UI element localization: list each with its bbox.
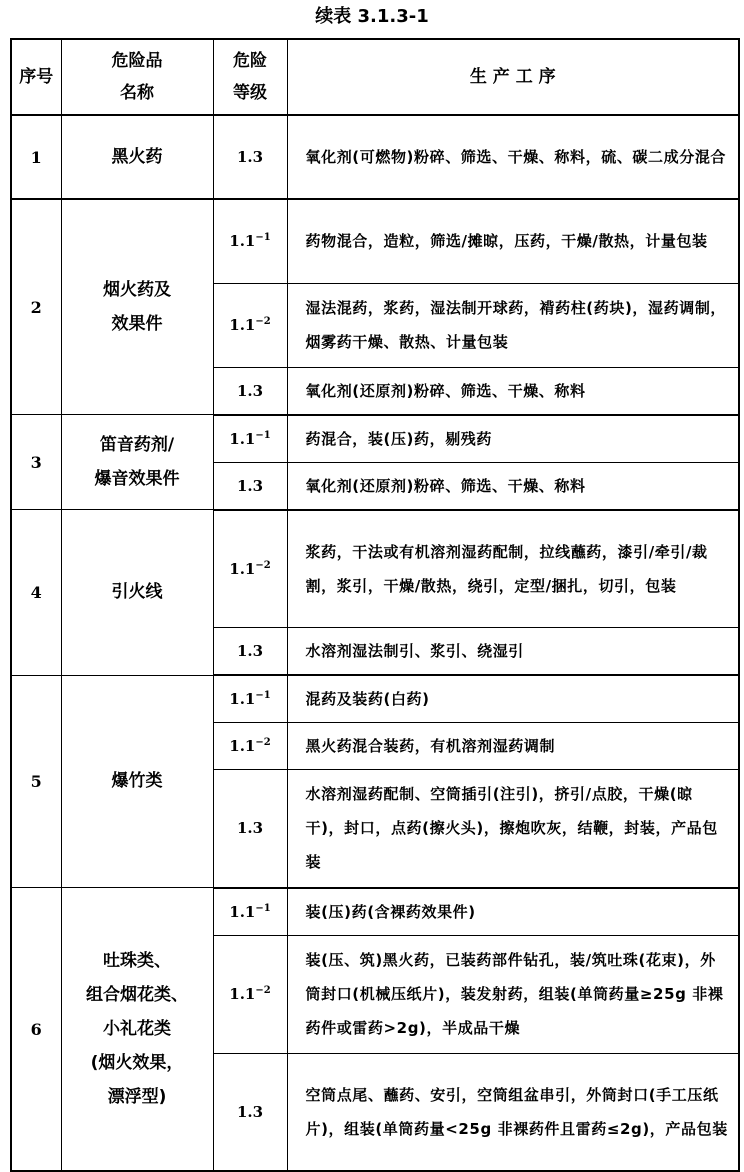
seq-cell: 3 bbox=[11, 415, 61, 510]
table-row bbox=[11, 415, 739, 463]
hazard-name-line: 小礼花类 bbox=[103, 1019, 171, 1039]
table-row bbox=[11, 888, 739, 936]
hazard-grade-value: 1.1 bbox=[229, 902, 256, 921]
hazard-grade-value: 1.1 bbox=[229, 232, 256, 251]
hazard-name-cell bbox=[61, 510, 213, 676]
process-cell: 氧化剂(可燃物)粉碎、筛选、干燥、称料，硫、碳二成分混合 bbox=[287, 115, 739, 199]
hazard-name-cell bbox=[61, 888, 213, 1172]
hazard-name-line: 漂浮型) bbox=[107, 1087, 167, 1107]
hazard-grade-cell bbox=[213, 415, 287, 463]
header-grade bbox=[213, 39, 287, 115]
hazard-grade-subdivision: −2 bbox=[255, 985, 271, 996]
header-name bbox=[61, 39, 213, 115]
hazard-grade-cell bbox=[213, 367, 287, 415]
table-header-row bbox=[11, 39, 739, 115]
seq-cell: 5 bbox=[11, 675, 61, 888]
hazard-grade-cell bbox=[213, 888, 287, 936]
hazard-name-line: 烟火药及 bbox=[103, 280, 171, 300]
process-cell: 浆药，干法或有机溶剂湿药配制，拉线蘸药，漆引/牵引/裁割，浆引，干燥/散热，绕引，定型/捆扎，切引，包装 bbox=[287, 510, 739, 628]
header-seq: 序号 bbox=[11, 39, 61, 115]
seq-cell: 2 bbox=[11, 199, 61, 415]
hazard-name-cell bbox=[61, 675, 213, 888]
table-row bbox=[11, 510, 739, 628]
hazard-name-cell bbox=[61, 115, 213, 199]
hazard-grade-value: 1.3 bbox=[236, 476, 264, 495]
seq-cell: 4 bbox=[11, 510, 61, 676]
hazard-grade-value: 1.1 bbox=[229, 316, 256, 334]
hazard-name-line: 笛音药剂/ bbox=[99, 435, 175, 455]
hazard-grade-value: 1.3 bbox=[236, 642, 264, 660]
process-cell: 空筒点尾、蘸药、安引，空筒组盆串引，外筒封口(手工压纸片)，组装(单筒药量<25g 非裸药件且雷药≤2g)，产品包装 bbox=[287, 1053, 739, 1171]
hazard-grade-cell bbox=[213, 283, 287, 367]
table-row bbox=[11, 115, 739, 199]
table-caption: 续表 3.1.3-1 bbox=[315, 6, 429, 27]
hazard-grade-cell bbox=[213, 675, 287, 723]
seq-cell: 6 bbox=[11, 888, 61, 1172]
process-cell: 装(压、筑)黑火药，已装药部件钻孔，装/筑吐珠(花束)，外筒封口(机械压纸片)，装发射药，组装(单筒药量≥25g 非裸药件或雷药>2g)，半成品干燥 bbox=[287, 935, 739, 1053]
process-cell: 氧化剂(还原剂)粉碎、筛选、干燥、称料 bbox=[287, 462, 739, 510]
header-grade-line2: 等级 bbox=[233, 83, 267, 103]
hazard-name-cell bbox=[61, 199, 213, 415]
hazard-grade-value: 1.3 bbox=[236, 381, 264, 400]
hazard-grade-cell bbox=[213, 935, 287, 1053]
hazard-name-line: 黑火药 bbox=[111, 147, 163, 167]
hazard-name-line: 引火线 bbox=[111, 582, 163, 603]
hazard-grade-subdivision: −2 bbox=[255, 559, 271, 571]
hazard-grade-cell bbox=[213, 462, 287, 510]
hazard-grade-value: 1.3 bbox=[236, 148, 264, 166]
process-cell: 氧化剂(还原剂)粉碎、筛选、干燥、称料 bbox=[287, 367, 739, 415]
hazard-grade-cell bbox=[213, 115, 287, 199]
process-cell: 湿法混药，浆药，湿法制开球药，褙药柱(药块)，湿药调制，烟雾药干燥、散热、计量包装 bbox=[287, 283, 739, 367]
table-row bbox=[11, 675, 739, 723]
hazard-grade-subdivision: −1 bbox=[255, 429, 271, 441]
hazard-grade-subdivision: −2 bbox=[255, 737, 271, 748]
hazard-grade-value: 1.1 bbox=[229, 559, 256, 578]
hazard-name-line: 效果件 bbox=[111, 314, 163, 334]
hazard-grade-cell bbox=[213, 510, 287, 628]
hazard-name-line: 组合烟花类、 bbox=[86, 985, 188, 1005]
hazard-grade-cell bbox=[213, 723, 287, 770]
header-grade-line1: 危险 bbox=[233, 51, 267, 71]
hazard-grade-subdivision: −1 bbox=[255, 690, 271, 701]
table-body bbox=[11, 115, 739, 1171]
hazard-name-line: 爆音效果件 bbox=[94, 469, 180, 489]
process-cell: 黑火药混合装药，有机溶剂湿药调制 bbox=[287, 723, 739, 770]
hazard-grade-value: 1.1 bbox=[229, 985, 256, 1003]
process-cell: 药混合，装(压)药，剔残药 bbox=[287, 415, 739, 463]
hazard-grade-subdivision: −1 bbox=[255, 232, 271, 244]
process-cell: 混药及装药(白药) bbox=[287, 675, 739, 723]
hazard-grade-value: 1.1 bbox=[229, 690, 256, 708]
process-cell: 药物混合，造粒，筛选/摊晾，压药，干燥/散热，计量包装 bbox=[287, 199, 739, 283]
process-cell: 水溶剂湿法制引、浆引、绕湿引 bbox=[287, 628, 739, 676]
hazard-grade-cell bbox=[213, 1053, 287, 1171]
hazard-grade-subdivision: −2 bbox=[255, 316, 271, 327]
hazard-process-table bbox=[10, 38, 740, 1172]
hazard-grade-cell bbox=[213, 628, 287, 676]
process-cell: 装(压)药(含裸药效果件) bbox=[287, 888, 739, 936]
hazard-name-line: 吐珠类、 bbox=[103, 951, 171, 971]
header-name-line1: 危险品 bbox=[111, 51, 163, 71]
hazard-grade-value: 1.3 bbox=[236, 819, 264, 838]
header-name-line2: 名称 bbox=[120, 83, 154, 103]
hazard-name-line: 爆竹类 bbox=[111, 771, 163, 792]
hazard-grade-cell bbox=[213, 199, 287, 283]
hazard-grade-value: 1.1 bbox=[229, 429, 256, 448]
seq-cell: 1 bbox=[11, 115, 61, 199]
hazard-grade-value: 1.3 bbox=[236, 1102, 264, 1121]
header-process: 生 产 工 序 bbox=[287, 39, 739, 115]
hazard-name-cell bbox=[61, 415, 213, 510]
table-row bbox=[11, 199, 739, 283]
hazard-grade-cell bbox=[213, 770, 287, 888]
hazard-grade-subdivision: −1 bbox=[255, 902, 271, 914]
process-cell: 水溶剂湿药配制、空筒插引(注引)，挤引/点胶，干燥(晾干)，封口，点药(擦火头)，擦炮吹灰，结鞭，封装，产品包装 bbox=[287, 770, 739, 888]
hazard-name-line: (烟火效果， bbox=[90, 1053, 184, 1073]
hazard-grade-value: 1.1 bbox=[229, 737, 256, 755]
